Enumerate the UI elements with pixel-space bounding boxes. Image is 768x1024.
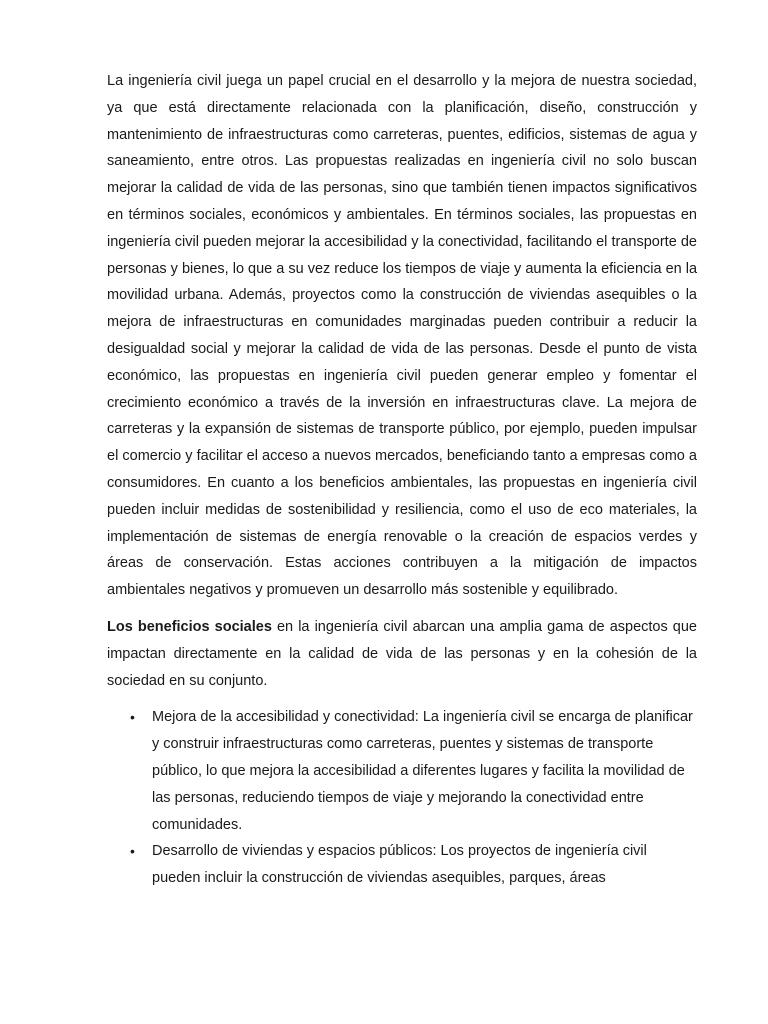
list-item — [107, 704, 697, 838]
list-item — [107, 838, 697, 892]
benefits-list — [107, 704, 697, 892]
bullet-icon: • — [130, 843, 135, 860]
list-item-text: Desarrollo de viviendas y espacios públicos: Los proyectos de ingeniería civil pueden incluir la construcción de viviendas asequibles, parques, áreas — [152, 843, 647, 887]
bullet-icon: • — [130, 709, 135, 726]
social-benefits-heading: Los beneficios sociales — [107, 618, 272, 635]
document-page — [107, 68, 697, 892]
intro-paragraph: La ingeniería civil juega un papel crucial en el desarrollo y la mejora de nuestra sociedad, ya que está directamente relacionada con la planificación, diseño, construcción y mantenimiento de infraestructuras como carreteras, puentes, edificios, sistemas de agua y saneamiento, entre otros. Las propuestas realizadas en ingeniería civil no solo buscan mejorar la calidad de vida de las personas, sino que también tienen impactos significativos en términos sociales, económicos y ambientales. En términos sociales, las propuestas en ingeniería civil pueden mejorar la accesibilidad y la conectividad, facilitando el transporte de personas y bienes, lo que a su vez reduce los tiempos de viaje y aumenta la eficiencia en la movilidad urbana. Además, proyectos como la construcción de viviendas asequibles o la mejora de infraestructuras en comunidades marginadas pueden contribuir a reducir la desigualdad social y mejorar la calidad de vida de las personas. Desde el punto de vista económico, las propuestas en ingeniería civil pueden generar empleo y fomentar el crecimiento económico a través de la inversión en infraestructuras clave. La mejora de carreteras y la expansión de sistemas de transporte público, por ejemplo, pueden impulsar el comercio y facilitar el acceso a nuevos mercados, beneficiando tanto a empresas como a consumidores. En cuanto a los beneficios ambientales, las propuestas en ingeniería civil pueden incluir medidas de sostenibilidad y resiliencia, como el uso de eco materiales, la implementación de sistemas de energía renovable o la creación de espacios verdes y áreas de conservación. Estas acciones contribuyen a la mitigación de impactos ambientales negativos y promueven un desarrollo más sostenible y equilibrado. — [107, 73, 698, 599]
list-item-text: Mejora de la accesibilidad y conectividad: La ingeniería civil se encarga de planificar y construir infraestructuras como carreteras, puentes y sistemas de transporte público, lo que mejora la accesibilidad a diferentes lugares y facilita la movilidad de las personas, reduciendo tiempos de viaje y mejorando la conectividad entre comunidades. — [152, 709, 693, 833]
social-benefits-text: en la ingeniería civil abarcan una amplia gama de aspectos que impactan directamente en la calidad de vida de las personas y en la cohesión de la sociedad en su conjunto. — [107, 618, 697, 689]
social-benefits-paragraph — [107, 614, 697, 694]
